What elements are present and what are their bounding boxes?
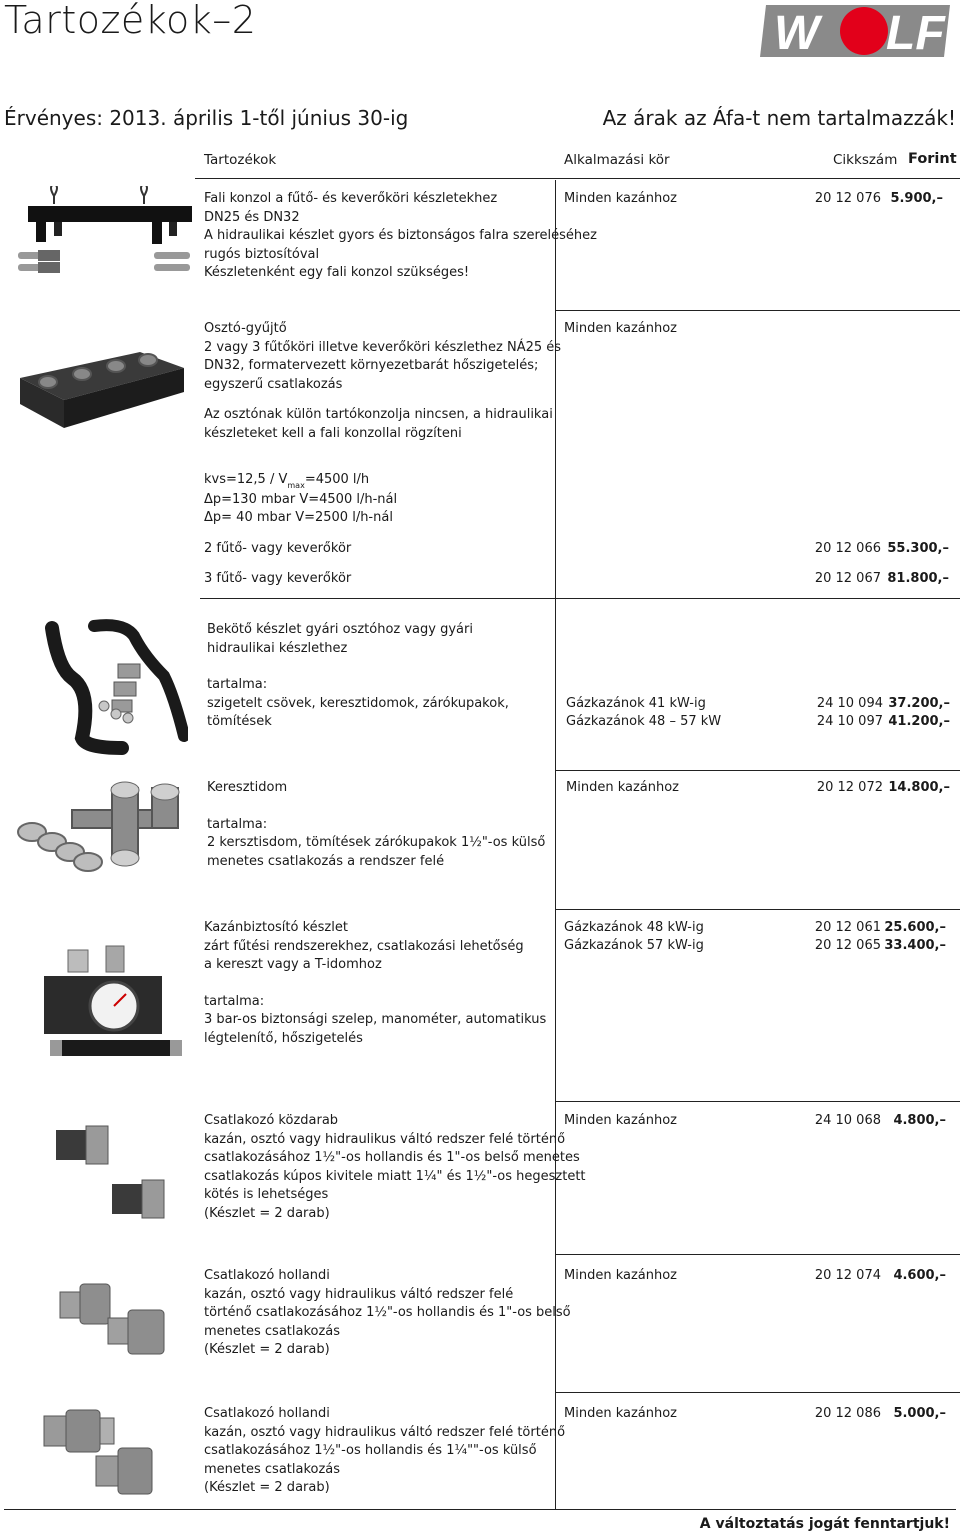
variant-label: 2 fűtő- vagy keverőkör	[204, 541, 352, 556]
desc-line: rugós biztosítóval	[204, 246, 320, 262]
application-text: Minden kazánhoz	[564, 321, 678, 336]
spec-kvs: kvs=12,5 / V	[204, 472, 288, 487]
desc-line: történő csatlakozásához 1½"-os hollandis és 1"-os belső	[204, 1305, 571, 1320]
page-title: Tartozékok–2	[4, 0, 257, 42]
row-divider	[555, 1392, 960, 1393]
content-line: tömítések	[207, 714, 272, 729]
application-text: Gázkazánok 41 kW-ig	[566, 696, 706, 711]
price: 81.800,–	[887, 571, 949, 586]
wall-bracket-image	[14, 186, 194, 286]
desc-line: csatlakozásához 1½"-os hollandis és 1¼""-os külső	[204, 1443, 537, 1458]
row-divider	[555, 1254, 960, 1255]
content-line: 2 kersztisdom, tömítések zárókupakok 1½"-os külső	[207, 835, 546, 850]
content-line: szigetelt csövek, keresztidomok, zárókupakok,	[207, 695, 509, 711]
item-description-wall-bracket	[204, 190, 597, 283]
item-title: Bekötő készlet gyári osztóhoz vagy gyári	[207, 622, 473, 637]
item-title: Kazánbiztosító készlet	[204, 920, 348, 935]
item-description-connector-piece	[204, 1112, 586, 1223]
item-description-safety-kit	[204, 919, 546, 1048]
desc-line: Készletenként egy fali konzol szükséges!	[204, 265, 470, 280]
cross-fitting-image	[12, 780, 192, 880]
desc-line: (Készlet = 2 darab)	[204, 1342, 330, 1357]
price: 5.000,–	[893, 1406, 946, 1421]
note-line: készleteket kell a fali konzollal rögzíteni	[204, 425, 462, 441]
content-label: tartalma:	[204, 993, 265, 1009]
article-number: 20 12 072	[816, 780, 883, 795]
desc-line: kazán, osztó vagy hidraulikus váltó redszer felé	[204, 1286, 514, 1302]
desc-line: 2 vagy 3 fűtőköri illetve keverőköri készlethez NÁ25 és	[204, 339, 562, 355]
desc-line: menetes csatlakozás	[204, 1323, 341, 1339]
spec-flow: =4500 l/h	[304, 472, 370, 487]
price: 14.800,–	[888, 780, 950, 795]
article-number: 20 12 061	[814, 920, 881, 935]
item-title: Csatlakozó hollandi	[204, 1406, 330, 1421]
svg-text:W: W	[774, 7, 820, 59]
item-description-cross-fitting	[207, 779, 545, 871]
column-header-products: Tartozékok	[204, 152, 277, 168]
variant-label: 3 fűtő- vagy keverőkör	[204, 571, 352, 586]
union-connector-external-image	[40, 1404, 170, 1504]
price: 41.200,–	[888, 714, 950, 729]
note-line: Az osztónak külön tartókonzolja nincsen, a hidraulikai	[204, 407, 553, 422]
article-number: 24 10 068	[814, 1113, 881, 1128]
row-divider	[555, 770, 960, 771]
desc-line: zárt fűtési rendszerekhez, csatlakozási lehetőség	[204, 938, 524, 954]
article-number: 20 12 065	[814, 938, 881, 953]
spec-subscript: max	[287, 481, 305, 490]
disclaimer-footer: A változtatás jogát fenntartjuk!	[699, 1516, 950, 1532]
application-text: Minden kazánhoz	[566, 780, 680, 795]
row-divider	[555, 1101, 960, 1102]
wolf-logo-graphic	[760, 3, 956, 59]
connector-piece-image	[52, 1122, 172, 1232]
desc-line: hidraulikai készlethez	[207, 640, 348, 656]
application-text: Gázkazánok 48 – 57 kW	[566, 714, 722, 729]
desc-line: kötés is lehetséges	[204, 1187, 329, 1202]
item-title: Osztó-gyűjtő	[204, 321, 287, 336]
desc-line: a kereszt vagy a T-idomhoz	[204, 957, 382, 972]
vat-note: Az árak az Áfa-t nem tartalmazzák!	[602, 106, 956, 130]
row-divider-vertical	[555, 771, 556, 909]
row-divider	[555, 310, 960, 311]
price: 33.400,–	[884, 938, 946, 953]
application-text: Gázkazánok 48 kW-ig	[564, 920, 704, 935]
application-text: Minden kazánhoz	[564, 1406, 678, 1421]
desc-line: csatlakozásához 1½"-os hollandis és 1"-os belső menetes	[204, 1150, 580, 1165]
desc-line: csatlakozás kúpos kivitele miatt 1¼" és 1½"-os hegesztett	[204, 1168, 586, 1184]
item-description-connection-kit	[207, 621, 509, 732]
footer-divider	[4, 1509, 956, 1510]
row-divider	[200, 598, 960, 599]
content-label: tartalma:	[207, 816, 268, 832]
desc-line: A hidraulikai készlet gyors és biztonságos falra szereléséhez	[204, 228, 597, 243]
item-description-union-connector-external	[204, 1405, 565, 1498]
desc-line: (Készlet = 2 darab)	[204, 1480, 330, 1495]
column-header-article: Cikkszám	[833, 152, 898, 168]
desc-line: kazán, osztó vagy hidraulikus váltó redszer felé történő	[204, 1131, 566, 1147]
row-divider-vertical	[555, 910, 556, 1101]
desc-line: DN25 és DN32	[204, 209, 300, 225]
manifold-image	[20, 348, 188, 432]
price: 5.900,–	[890, 191, 943, 206]
item-title: Csatlakozó hollandi	[204, 1268, 330, 1283]
content-line: 3 bar-os biztonsági szelep, manométer, automatikus	[204, 1012, 547, 1027]
item-title: Csatlakozó közdarab	[204, 1113, 339, 1128]
item-title: Keresztidom	[207, 780, 288, 795]
item-title: Fali konzol a fűtő- és keverőköri készletekhez	[204, 191, 498, 206]
article-number: 20 12 086	[814, 1406, 881, 1421]
desc-line: menetes csatlakozás	[204, 1461, 341, 1477]
spec-line: Δp=130 mbar V=4500 l/h-nál	[204, 491, 398, 507]
article-number: 24 10 097	[816, 714, 883, 729]
row-divider	[555, 909, 960, 910]
item-description-union-connector	[204, 1267, 571, 1360]
desc-line: egyszerű csatlakozás	[204, 376, 343, 392]
desc-line: (Készlet = 2 darab)	[204, 1205, 330, 1221]
spec-line-flow	[204, 471, 561, 491]
content-label: tartalma:	[207, 677, 268, 692]
desc-line: DN32, formatervezett környezetbarát hőszigetelés;	[204, 358, 539, 373]
row-divider-vertical	[555, 599, 556, 770]
content-line: légtelenítő, hőszigetelés	[204, 1030, 363, 1046]
column-header-price: Forint	[908, 151, 957, 167]
price: 37.200,–	[888, 696, 950, 711]
validity-period: Érvényes: 2013. április 1-től június 30-ig	[4, 106, 409, 130]
svg-text:LF: LF	[886, 7, 945, 59]
application-text: Minden kazánhoz	[564, 191, 678, 206]
price: 4.800,–	[893, 1113, 946, 1128]
boiler-safety-kit-image	[40, 942, 190, 1072]
application-text: Gázkazánok 57 kW-ig	[564, 938, 704, 953]
article-number: 20 12 076	[814, 191, 881, 206]
content-line: menetes csatlakozás a rendszer felé	[207, 853, 445, 869]
article-number: 20 12 067	[814, 571, 881, 586]
price: 55.300,–	[887, 541, 949, 556]
application-text: Minden kazánhoz	[564, 1268, 678, 1283]
article-number: 24 10 094	[816, 696, 883, 711]
article-number: 20 12 074	[814, 1268, 881, 1283]
desc-line: kazán, osztó vagy hidraulikus váltó redszer felé történő	[204, 1424, 566, 1440]
item-description-manifold	[204, 320, 561, 528]
header-divider	[195, 178, 960, 179]
spec-line: Δp= 40 mbar V=2500 l/h-nál	[204, 510, 393, 525]
connection-kit-image	[38, 618, 188, 758]
column-header-application: Alkalmazási kör	[564, 152, 670, 168]
application-text: Minden kazánhoz	[564, 1113, 678, 1128]
price: 4.600,–	[893, 1268, 946, 1283]
price: 25.600,–	[884, 920, 946, 935]
article-number: 20 12 066	[814, 541, 881, 556]
union-connector-image	[56, 1276, 176, 1372]
wolf-logo	[760, 3, 956, 59]
